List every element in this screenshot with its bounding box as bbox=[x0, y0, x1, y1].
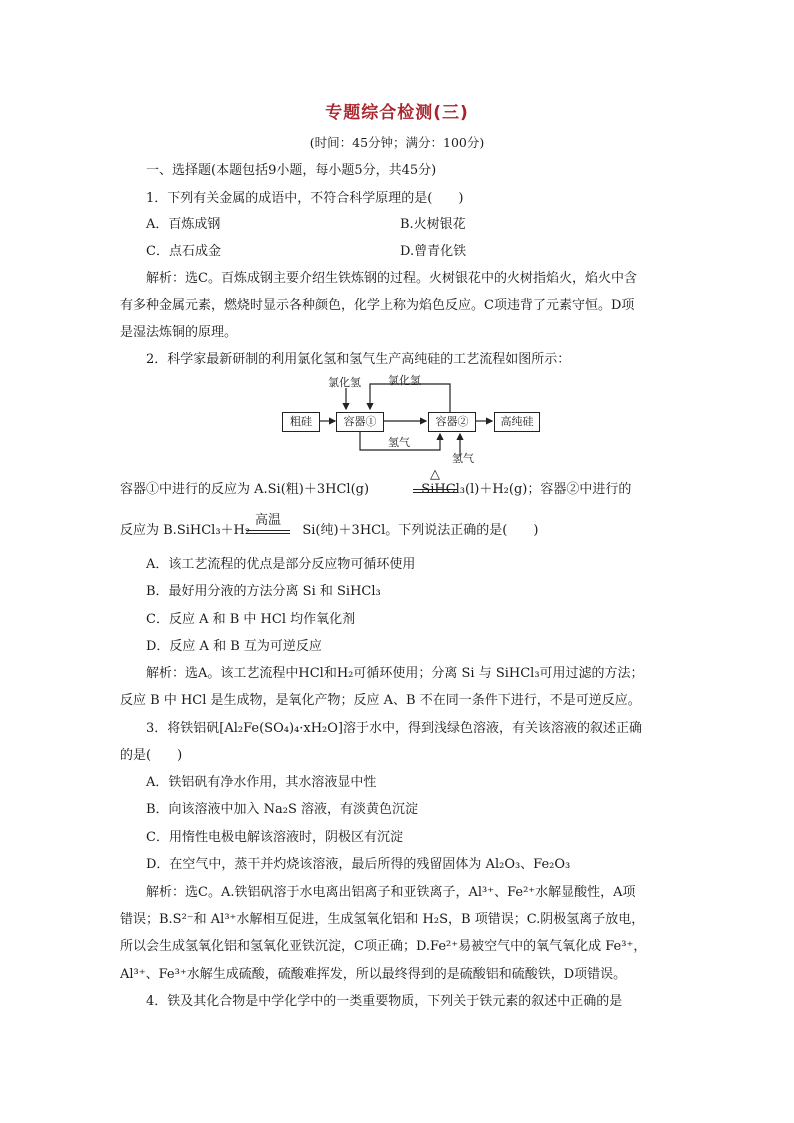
q1-analysis-line: 是湿法炼铜的原理。 bbox=[120, 325, 238, 340]
q1-stem: 1．下列有关金属的成语中，不符合科学原理的是( ) bbox=[146, 191, 464, 206]
page-title: 专题综合检测(三) bbox=[325, 103, 469, 123]
q2-option-c: C．反应 A 和 B 中 HCl 均作氧化剂 bbox=[146, 612, 356, 627]
container-1-box: 容器① bbox=[336, 412, 384, 432]
q1-option-d: D.曾青化铁 bbox=[400, 244, 467, 259]
reaction-1-line bbox=[120, 480, 631, 500]
q3-option-b: B．向该溶液中加入 Na₂S 溶液，有淡黄色沉淀 bbox=[146, 802, 419, 817]
q3-analysis-line: Al³⁺、Fe³⁺水解生成硫酸，硫酸难挥发，所以最终得到的是硫酸铝和硫酸铁，D项错误。 bbox=[120, 967, 627, 982]
reaction-2-right: Si(纯)＋3HCl。下列说法正确的是( ) bbox=[298, 523, 539, 538]
reaction-2-line bbox=[120, 521, 538, 541]
pure-silicon-box: 高纯硅 bbox=[494, 412, 540, 432]
q1-option-a: A．百炼成钢 bbox=[146, 217, 221, 232]
q3-option-d: D．在空气中，蒸干并灼烧该溶液，最后所得的残留固体为 Al₂O₃、Fe₂O₃ bbox=[146, 857, 571, 872]
exam-info: (时间：45分钟；满分：100分) bbox=[309, 135, 485, 150]
q1-analysis-line: 有多种金属元素，燃烧时显示各种颜色，化学上称为焰色反应。C项违背了元素守恒。D项 bbox=[120, 298, 635, 313]
container-2-box: 容器② bbox=[428, 412, 476, 432]
crude-silicon-box: 粗硅 bbox=[282, 412, 320, 432]
h2-recycle-label: 氢气 bbox=[388, 436, 410, 449]
q1-option-b: B.火树银花 bbox=[400, 217, 466, 232]
q1-option-c: C．点石成金 bbox=[146, 244, 221, 259]
q4-stem: 4．铁及其化合物是中学化学中的一类重要物质，下列关于铁元素的叙述中正确的是 bbox=[146, 994, 623, 1009]
hcl-recycle-label: 氯化氢 bbox=[388, 374, 421, 387]
q3-stem: 3．将铁铝矾[Al₂Fe(SO₄)₄·xH₂O]溶于水中，得到浅绿色溶液，有关该溶液的叙述正确 bbox=[146, 721, 642, 736]
equation-bar bbox=[413, 489, 457, 490]
q3-analysis-line: 错误；B.S²⁻和 Al³⁺水解相互促进，生成氢氧化铝和 H₂S，B 项错误；C.阴极氢离子放电， bbox=[120, 912, 645, 927]
hcl-input-label: 氯化氢 bbox=[328, 376, 361, 389]
q3-analysis-line: 解析：选C。A.铁铝矾溶于水电离出铝离子和亚铁离子，Al³⁺、Fe²⁺水解显酸性，A项 bbox=[146, 885, 636, 900]
q2-analysis-line: 解析：选A。该工艺流程中HCl和H₂可循环使用；分离 Si 与 SiHCl₃可用过滤的方法； bbox=[146, 666, 644, 681]
q2-option-b: B．最好用分液的方法分离 Si 和 SiHCl₃ bbox=[146, 584, 381, 599]
reaction-1-right: SiHCl₃(l)＋H₂(g)；容器②中进行的 bbox=[417, 482, 632, 497]
high-temp-condition: 高温 bbox=[254, 513, 281, 528]
equation-bar bbox=[246, 530, 290, 531]
reaction-2-left: 反应为 B.SiHCl₃＋H₂ bbox=[120, 523, 255, 538]
q2-stem: 2．科学家最新研制的利用氯化氢和氢气生产高纯硅的工艺流程如图所示： bbox=[146, 352, 571, 367]
equation-bar bbox=[246, 533, 290, 534]
section-heading: 一、选择题(本题包括9小题，每小题5分，共45分) bbox=[146, 163, 437, 178]
equation-bar bbox=[413, 492, 457, 493]
reaction-1-left: 容器①中进行的反应为 A.Si(粗)＋3HCl(g) bbox=[120, 482, 374, 497]
process-flowchart bbox=[280, 372, 540, 464]
q2-option-a: A．该工艺流程的优点是部分反应物可循环使用 bbox=[146, 557, 416, 572]
q3-stem: 的是( ) bbox=[120, 748, 183, 763]
q2-analysis-line: 反应 B 中 HCl 是生成物，是氧化产物；反应 A、B 不在同一条件下进行，不是可逆反应。 bbox=[120, 693, 641, 708]
q1-analysis-line: 解析：选C。百炼成钢主要介绍生铁炼钢的过程。火树银花中的火树指焰火，焰火中含 bbox=[146, 271, 637, 286]
q3-analysis-line: 所以会生成氢氧化铝和氢氧化亚铁沉淀，C项正确；D.Fe²⁺易被空气中的氧气氧化成 Fe³⁺， bbox=[120, 939, 647, 954]
h2-input-label: 氢气 bbox=[452, 452, 474, 465]
heat-symbol: △ bbox=[430, 467, 440, 482]
q3-option-a: A．铁铝矾有净水作用，其水溶液显中性 bbox=[146, 775, 377, 790]
q3-option-c: C．用惰性电极电解该溶液时，阴极区有沉淀 bbox=[146, 830, 403, 845]
q2-option-d: D．反应 A 和 B 互为可逆反应 bbox=[146, 639, 322, 654]
